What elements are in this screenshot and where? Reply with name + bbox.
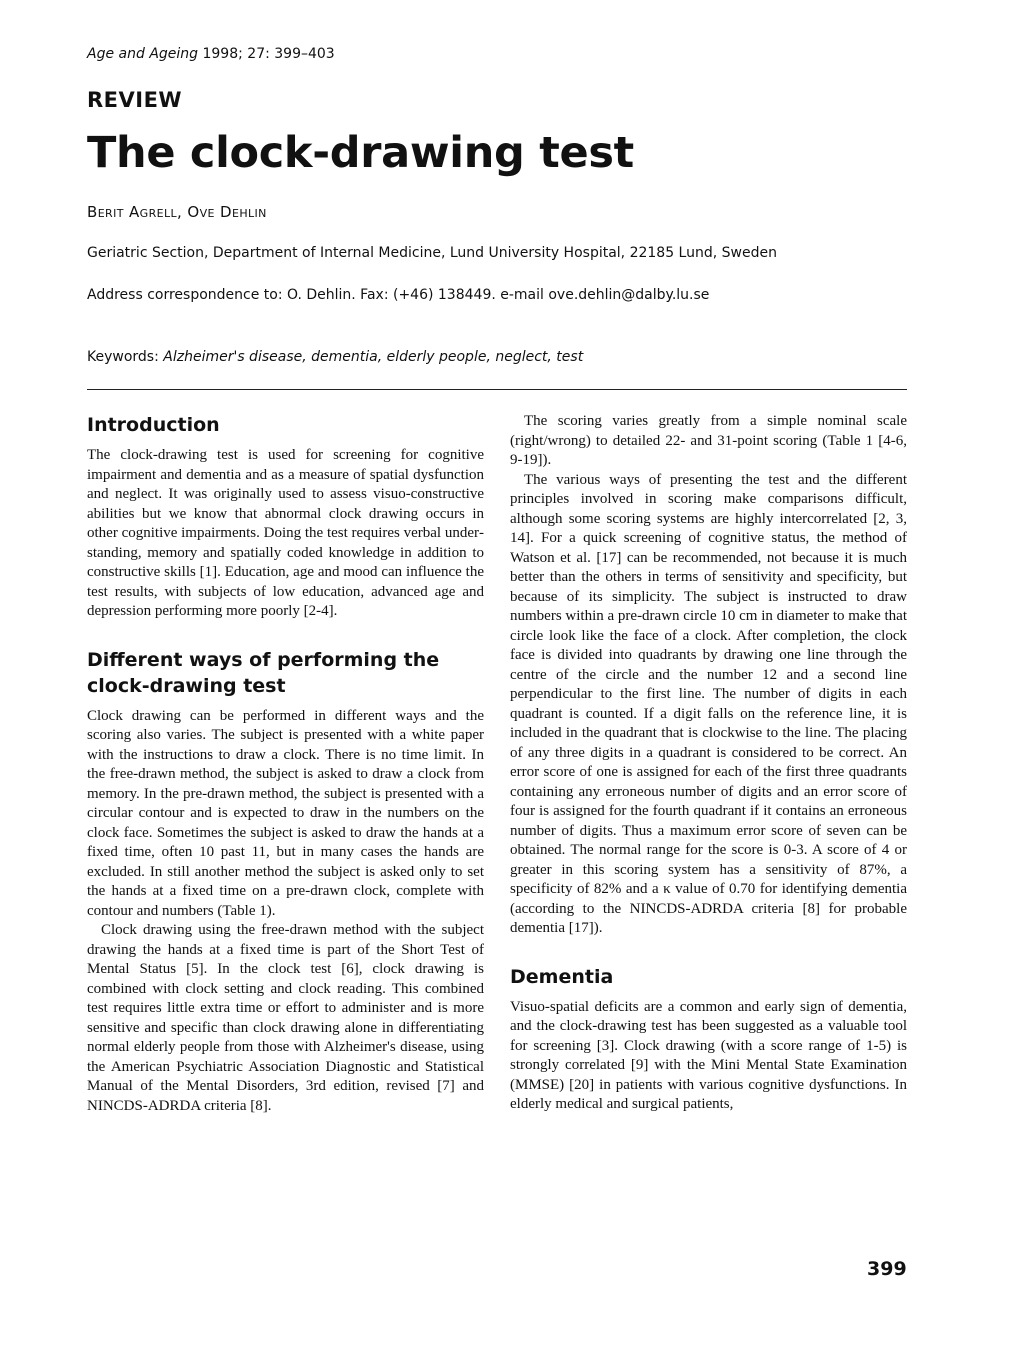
journal-citation [87, 46, 335, 62]
keywords-terms: Alzheimer's disease, dementia, elderly people, neglect, test [163, 349, 584, 365]
right-column [510, 412, 907, 1115]
article-title: The clock-drawing test [87, 128, 634, 178]
keywords-label: Keywords: [87, 349, 164, 365]
section-label: REVIEW [87, 88, 183, 112]
author-affiliation: Geriatric Section, Department of Internal Medicine, Lund University Hospital, 22185 Lund, Sweden [87, 245, 777, 261]
left-column [87, 412, 484, 1116]
article-authors: Berit Agrell, Ove Dehlin [87, 203, 267, 221]
journal-name: Age and Ageing [87, 46, 199, 62]
scoring-paragraph-2: The various ways of presenting the test and the different principles involved in scoring make comparisons difficult, although some scoring systems are highly intercorrelated [2, 3, 14]. For a quick screening of cognitive status, the method of Watson et al. [17] can be recommended, not because it is much better than the others in terms of sensitivity and specificity, but because of its simplicity. The subject is instructed to draw numbers within a pre-drawn circle 10 cm in diameter to make that circle look like the face of a clock. After completion, the clock face is divided into quadrants by drawing one line through the centre of the circle and the number 12 and a second line perpendicular to the first line. The number of digits in each quadrant is counted. If a digit falls on the reference line, it is included in the quadrant that is clockwise to the line. The placing of any three digits in a quadrant is considered to be correct. An error score of one is assigned for each of the first three quadrants containing any erroneous number of digits and an error score of four is assigned for the fourth quadrant if it contains an erroneous number of digits. Thus a maximum error score of seven can be obtained. The normal range for the score is 0-3. A score of 4 or greater in this scoring system has a sensitivity of 87%, a specificity of 82% and a κ value of 0.70 for identifying dementia (according to the NINCDS-ADRDA criteria [8] for probable dementia [17]). [510, 471, 907, 936]
methods-paragraph-1: Clock drawing can be performed in different ways and the scoring also varies. The subject is presented with a white paper with the instructions to draw a clock. There is no time limit. In the free-drawn method, the subject is asked to draw a clock from memory. In the pre-drawn method, the subject is presented with a circular contour and is expected to draw in the numbers on the clock face. Sometimes the subject is asked to draw the hands at a fixed time, often 10 past 11, but in many cases the hands are excluded. In still another method the subject is asked only to set the hands at a fixed time on a pre-drawn clock, complete with contour and numbers (Table 1). [87, 707, 484, 919]
methods-heading: Different ways of performing the clock-drawing test [87, 648, 440, 697]
keywords [87, 349, 583, 365]
header-divider [87, 389, 907, 390]
journal-volume-pages: 1998; 27: 399–403 [198, 46, 335, 62]
correspondence-address: Address correspondence to: O. Dehlin. Fax: (+46) 138449. e-mail ove.dehlin@dalby.lu.se [87, 287, 710, 303]
introduction-paragraph: The clock-drawing test is used for screening for cognitive impairment and dementia and as a measure of spatial dysfunction and neglect. It was originally used to assess visuo-constructive abilities but we know that abnormal clock drawing occurs in other cognitive impairments. Doing the test requires verbal understanding, memory and spatially coded knowledge in addition to constructive skills [1]. Education, age and mood can influence the test results, with subjects of low education, advanced age and depression performing more poorly [2-4]. [87, 447, 484, 619]
scoring-paragraph-1: The scoring varies greatly from a simple nominal scale (right/wrong) to detailed 22- and 31-point scoring (Table 1 [4-6, 9-19]). [510, 413, 907, 468]
dementia-heading: Dementia [510, 965, 614, 988]
introduction-heading: Introduction [87, 414, 220, 436]
page-number: 399 [867, 1258, 907, 1280]
methods-paragraph-2: Clock drawing using the free-drawn method with the subject drawing the hands at a fixed time is part of the Short Test of Mental Status [5]. In the clock test [6], clock drawing is combined with clock setting and clock reading. This combined test requires little extra time or effort to administer and is more sensitive and specific than clock drawing alone in differentiating normal elderly people from those with Alzheimer's disease, using the American Psychiatric Association Diagnostic and Statistical Manual of the Mental Disorders, 3rd edition, revised [7] and NINCDS-ADRDA criteria [8]. [87, 922, 484, 1114]
dementia-paragraph: Visuo-spatial deficits are a common and early sign of dementia, and the clock-drawing test has been suggested as a valuable tool for screening [3]. Clock drawing (with a score range of 1-5) is strongly correlated [9] with the Mini Mental State Examination (MMSE) [20] in patients with various cognitive dysfunctions. In elderly medical and surgical patients, [510, 998, 907, 1112]
